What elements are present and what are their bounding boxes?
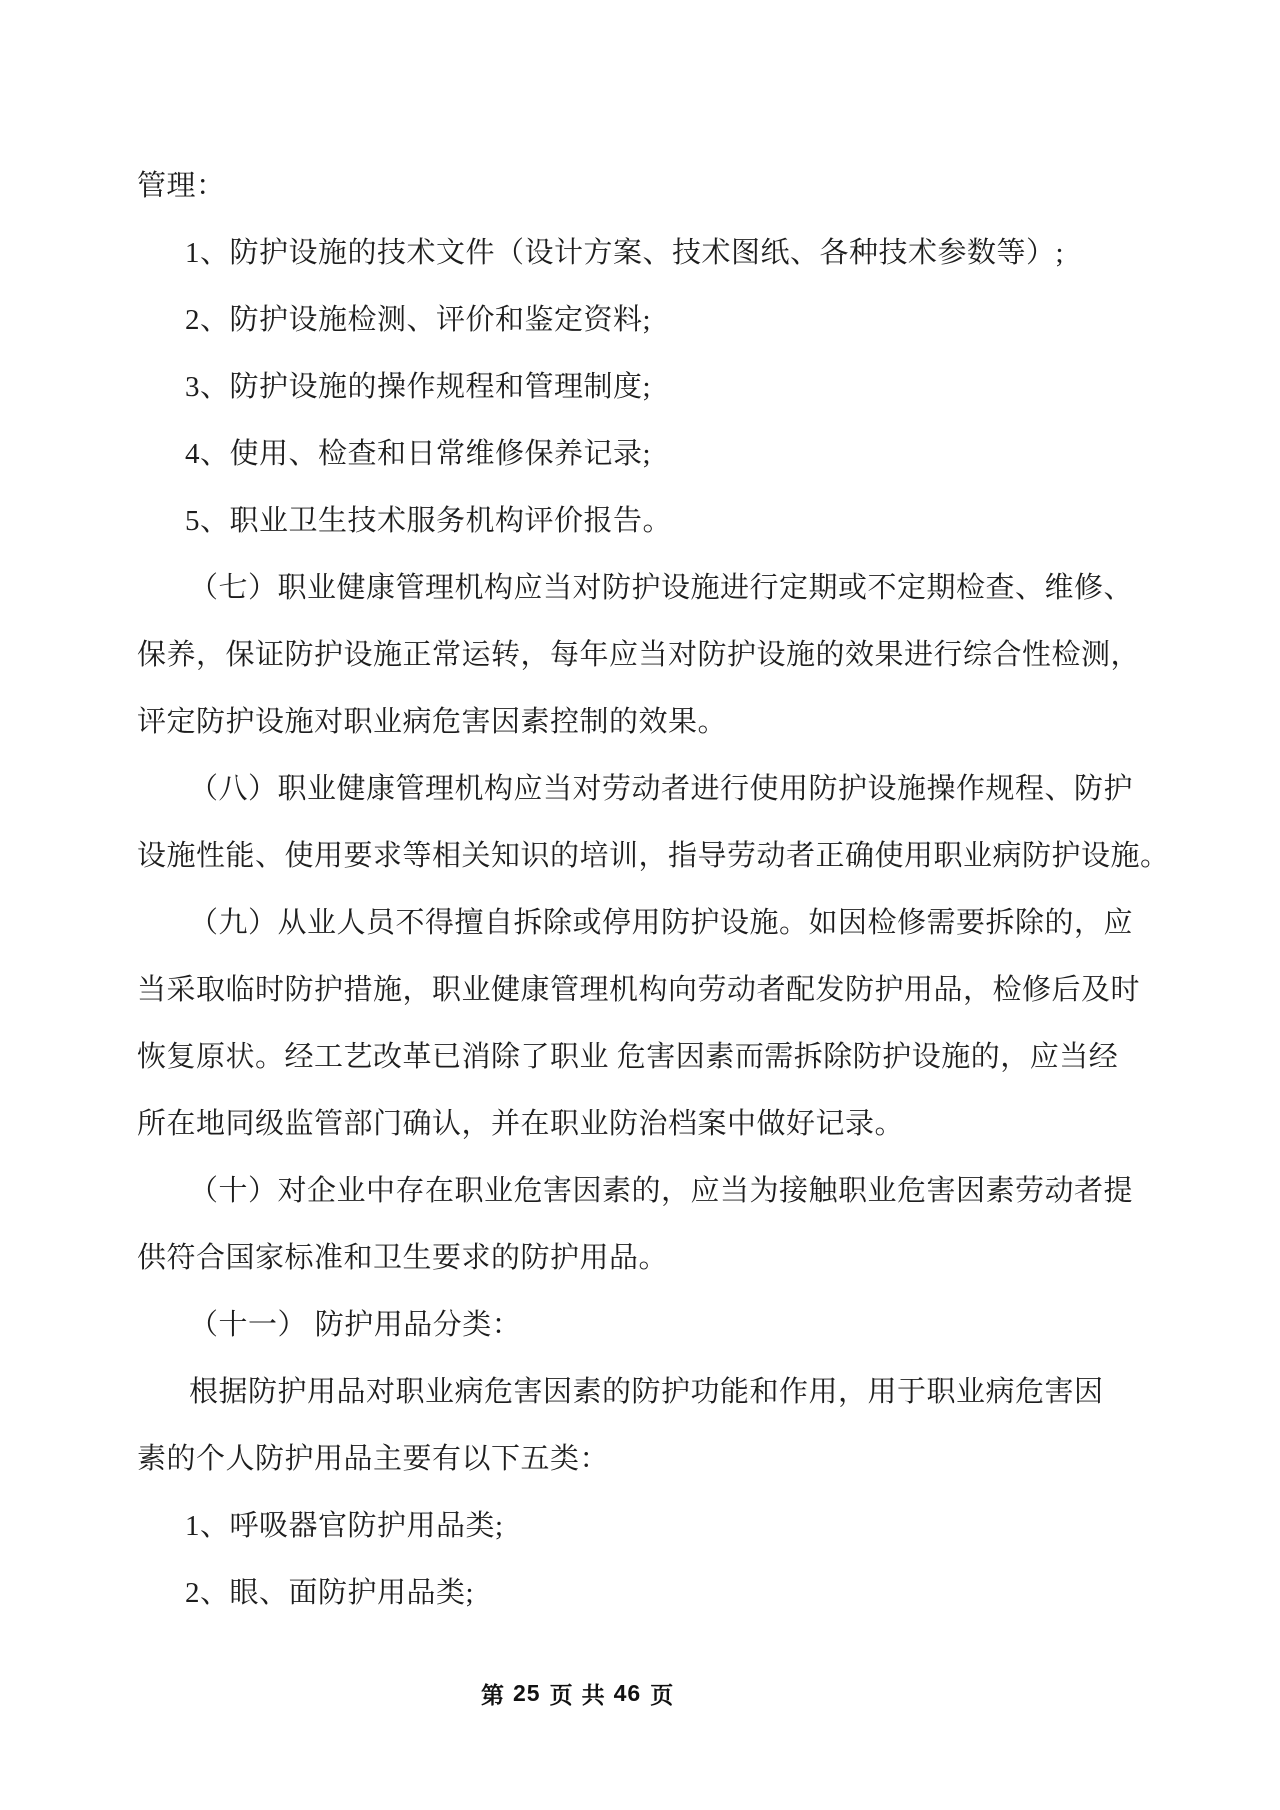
list-item-line: 5、职业卫生技术服务机构评价报告。 — [185, 505, 673, 537]
doc-line: 素的个人防护用品主要有以下五类： — [137, 1443, 610, 1475]
footer-label-gong: 共 — [581, 1682, 605, 1708]
list-item-line: 2、眼、面防护用品类; — [185, 1577, 475, 1609]
footer-current-page: 25 — [513, 1679, 541, 1706]
list-item-line: 1、呼吸器官防护用品类; — [185, 1510, 504, 1542]
list-item-line: 2、防护设施检测、评价和鉴定资料; — [185, 304, 652, 336]
doc-line: 设施性能、使用要求等相关知识的培训，指导劳动者正确使用职业病防护设施。 — [137, 840, 1170, 872]
doc-line: 供符合国家标准和卫生要求的防护用品。 — [137, 1242, 669, 1274]
paragraph-first-line: （十一） 防护用品分类： — [189, 1309, 522, 1341]
paragraph-first-line: （十）对企业中存在职业危害因素的，应当为接触职业危害因素劳动者提 — [189, 1175, 1134, 1207]
paragraph-first-line: （七）职业健康管理机构应当对防护设施进行定期或不定期检查、维修、 — [189, 572, 1134, 604]
doc-line: 保养，保证防护设施正常运转，每年应当对防护设施的效果进行综合性检测， — [137, 639, 1141, 671]
footer-label-ye2: 页 — [650, 1682, 674, 1708]
document-body — [137, 153, 1177, 1627]
doc-line: 评定防护设施对职业病危害因素控制的效果。 — [137, 706, 728, 738]
footer-total-pages: 46 — [613, 1679, 642, 1706]
doc-line: 恢复原状。经工艺改革已消除了职业 危害因素而需拆除防护设施的，应当经 — [137, 1041, 1119, 1073]
footer-label-di: 第 — [481, 1682, 504, 1708]
list-item-line: 3、防护设施的操作规程和管理制度; — [185, 371, 652, 403]
paragraph-first-line: （八）职业健康管理机构应当对劳动者进行使用防护设施操作规程、防护 — [189, 773, 1134, 805]
page-footer — [481, 1672, 673, 1714]
paragraph-first-line: 根据防护用品对职业病危害因素的防护功能和作用，用于职业病危害因 — [189, 1376, 1104, 1408]
list-item-line: 1、防护设施的技术文件（设计方案、技术图纸、各种技术参数等）; — [185, 237, 1065, 269]
paragraph-first-line: （九）从业人员不得擅自拆除或停用防护设施。如因检修需要拆除的，应 — [189, 907, 1134, 939]
doc-line: 当采取临时防护措施，职业健康管理机构向劳动者配发防护用品，检修后及时 — [137, 974, 1141, 1006]
doc-line: 管理： — [137, 170, 226, 202]
list-item-line: 4、使用、检查和日常维修保养记录; — [185, 438, 652, 470]
footer-label-ye: 页 — [549, 1682, 573, 1708]
doc-line: 所在地同级监管部门确认，并在职业防治档案中做好记录。 — [137, 1108, 905, 1140]
